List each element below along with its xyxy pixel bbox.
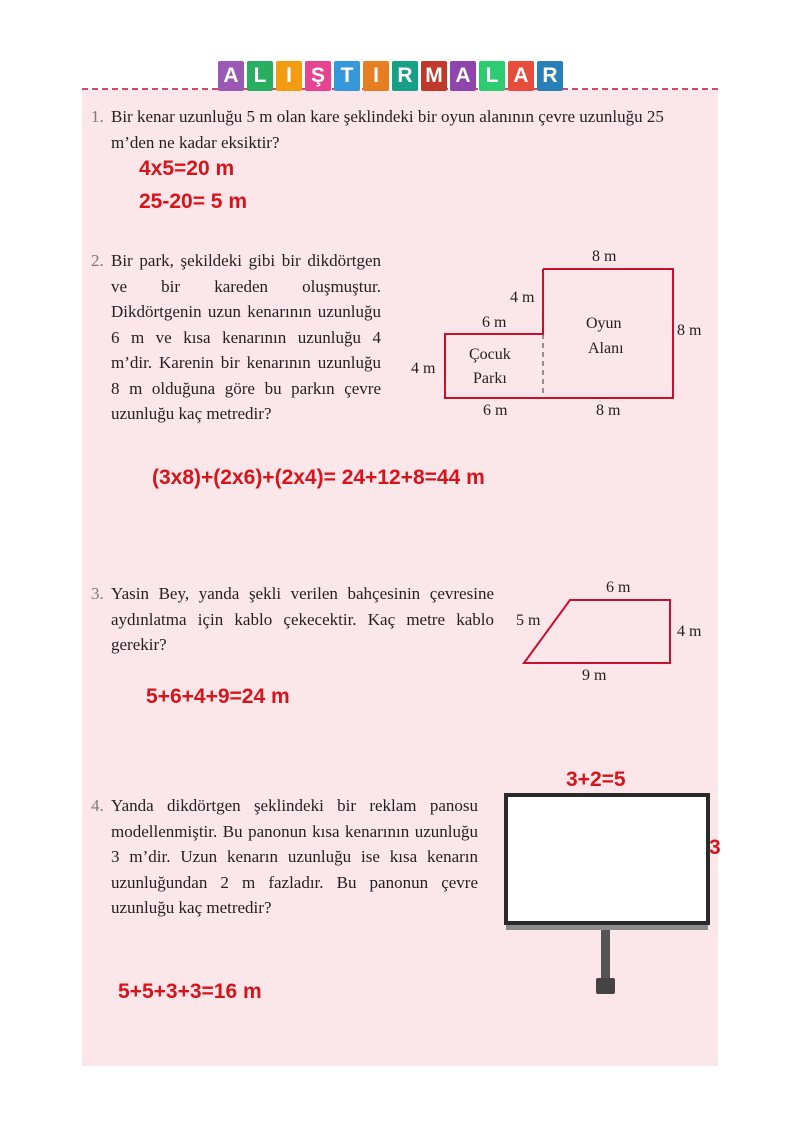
board-side-note: 3 [709,836,721,859]
label-right: 4 m [677,623,702,640]
question-number: 1. [91,107,104,126]
label-park-1: Çocuk [469,346,511,363]
title-letter: Ş [305,61,331,91]
question-4 [91,793,478,921]
question-number: 3. [91,584,104,603]
label-play-2: Alanı [588,340,624,357]
label-top: 6 m [606,579,631,596]
label-bottom-right: 8 m [596,402,621,419]
title-letter: T [334,61,360,91]
label-left: 5 m [516,612,541,629]
title-letter: R [392,61,418,91]
answer-line-2: 25-20= 5 m [139,190,247,213]
question-text: Yanda dikdörtgen şeklindeki bir reklam panosu modellenmiştir. Bu panonun kısa kenarının uzunluğu 3 m’dir. Uzun kenarın uzunluğu ise kısa kenarın uzunluğundan 2 m fazladır. Bu panonun çevre uzunluğu kaç metredir? [111,796,478,917]
title-letter: L [479,61,505,91]
answer: (3x8)+(2x6)+(2x4)= 24+12+8=44 m [152,466,485,489]
label-bottom: 9 m [582,667,607,684]
label-left-upper: 4 m [510,289,535,306]
board-top-note: 3+2=5 [566,768,626,791]
label-play-1: Oyun [586,315,622,332]
title-letter: A [450,61,476,91]
question-3 [91,581,494,658]
title-letter: A [218,61,244,91]
question-text: Yasin Bey, yanda şekli verilen bahçesinin çevresine aydınlatma için kablo çekecektir. Kaç metre kablo gerekir? [111,584,494,654]
title-letter: M [421,61,447,91]
label-bottom-left: 6 m [483,402,508,419]
answer: 5+5+3+3=16 m [118,980,262,1003]
title-letter: A [508,61,534,91]
billboard-base [596,978,615,994]
label-left: 4 m [411,360,436,377]
question-text: Bir park, şekildeki gibi bir dikdörtgen ve bir kareden oluşmuştur. Dikdörtgenin uzun kenarının uzunluğu 6 m ve kısa kenarının uzunluğu 4 m’dir. Karenin bir kenarının uzunluğu 8 m olduğuna göre bu parkın çevre uzunluğu kaç metredir? [111,251,381,423]
label-top: 8 m [592,248,617,265]
title-letter: R [537,61,563,91]
question-number: 4. [91,796,104,815]
billboard-pole [601,928,610,980]
answer-line-1: 4x5=20 m [139,157,235,180]
title-letter: L [247,61,273,91]
title-letter: I [276,61,302,91]
answer: 5+6+4+9=24 m [146,685,290,708]
title-letter: I [363,61,389,91]
billboard-frame [506,795,708,923]
question-number: 2. [91,251,104,270]
label-step: 6 m [482,314,507,331]
garden-outline [524,600,670,663]
label-park-2: Parkı [473,370,507,387]
label-right: 8 m [677,322,702,339]
question-text: Bir kenar uzunluğu 5 m olan kare şeklindeki bir oyun alanının çevre uzunluğu 25 m’den ne kadar eksiktir? [111,107,664,152]
